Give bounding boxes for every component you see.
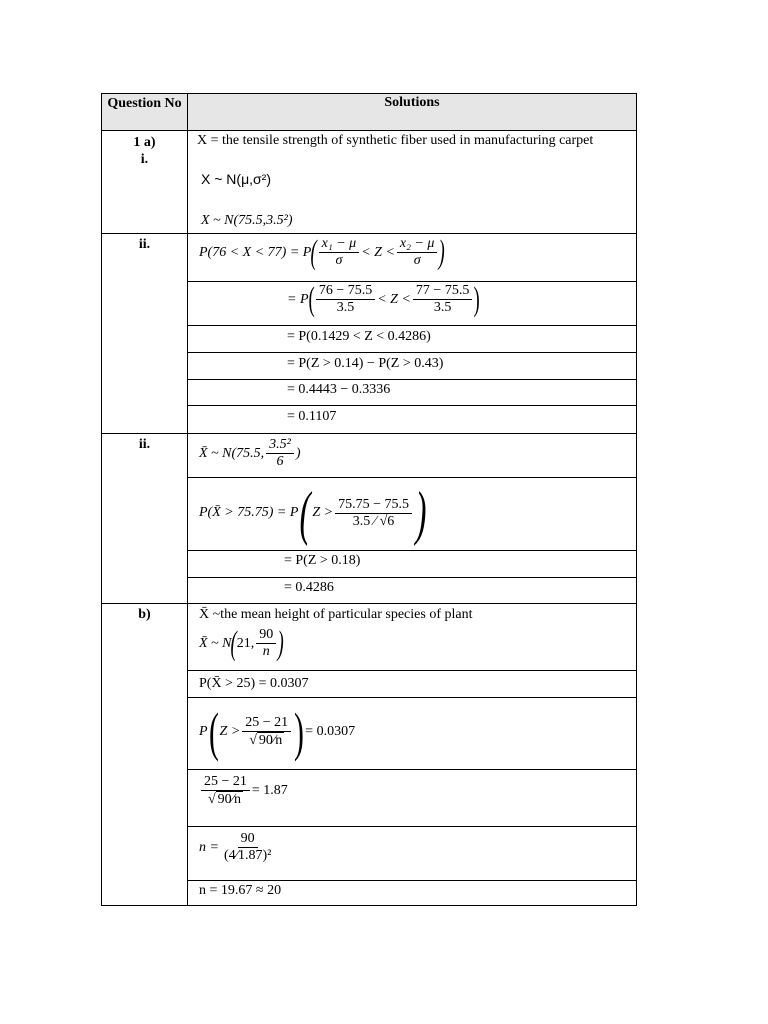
- question-label: [102, 134, 187, 168]
- question-label-1a: 1 a): [133, 135, 156, 150]
- row-divider: [187, 550, 636, 551]
- b-step-4-prefix: n =: [199, 839, 219, 855]
- b-step-2-post: = 0.0307: [305, 724, 356, 739]
- row-divider: [102, 233, 636, 234]
- b-step-3-den: 90∕n: [217, 792, 241, 807]
- b-step-2-num: 25 − 21: [242, 715, 291, 732]
- b-step-2-z: Z >: [219, 724, 241, 739]
- sampling-dist-fraction: [266, 437, 294, 470]
- fraction-2: [397, 236, 438, 269]
- close-paren: ): [415, 480, 427, 546]
- sampling-dist-post: ): [295, 445, 301, 461]
- probability-step-1: [199, 233, 446, 271]
- b-step-5: n = 19.67 ≈ 20: [199, 883, 282, 898]
- question-label-ii: ii.: [138, 237, 151, 252]
- fraction-3: [316, 283, 375, 316]
- xbar-dist-num: 90: [256, 627, 276, 644]
- xbar-dist-mean: 21,: [236, 635, 255, 651]
- sampling-step-2: = P(Z > 0.18): [284, 553, 361, 568]
- row-divider: [187, 826, 636, 827]
- row-divider: [187, 477, 636, 478]
- row-divider: [187, 379, 636, 380]
- row-divider: [187, 325, 636, 326]
- b-step-3-fraction: [201, 774, 250, 808]
- fraction-4-num: 77 − 75.5: [413, 283, 472, 300]
- fraction-1: [319, 236, 360, 269]
- row-divider: [187, 352, 636, 353]
- fraction-1-num: x₁ − μ: [319, 236, 360, 253]
- close-paren: ): [277, 624, 285, 662]
- xbar-dist-den: n: [262, 644, 270, 659]
- close-paren: ): [439, 233, 446, 271]
- open-paren: (: [231, 624, 238, 662]
- b-step-4-fraction: [221, 831, 274, 864]
- sampling-dist-prefix: X̄ ~ N(75.5,: [199, 445, 265, 461]
- b-step-2-den-wrap: √ 90∕n: [249, 733, 283, 748]
- b-step-3-den-wrap: √ 90∕n: [207, 792, 241, 807]
- row-divider: [187, 405, 636, 406]
- b-step-4: [199, 831, 276, 864]
- definition-x: X = the tensile strength of synthetic fiber used in manufacturing carpet: [197, 133, 594, 148]
- b-step-2-fraction: [242, 715, 291, 749]
- sampling-step-3: = 0.4286: [284, 580, 334, 595]
- sampling-distribution: [199, 437, 301, 470]
- open-paren: (: [299, 480, 311, 546]
- b-step-3: [199, 774, 288, 808]
- row-divider: [187, 769, 636, 770]
- b-step-1: P(X̄ > 25) = 0.0307: [199, 676, 309, 691]
- fraction-2-num: x₂ − μ: [397, 236, 438, 253]
- inequality-mid: < Z <: [361, 244, 395, 260]
- question-label-i: i.: [140, 152, 149, 167]
- solutions-table: [101, 93, 637, 906]
- distribution-specific: X ~ N(75.5,3.5²): [201, 213, 293, 228]
- step-2-mid: < Z <: [377, 291, 411, 307]
- sampling-prob-den: 3.5 ∕ √6: [352, 513, 395, 529]
- probability-step-3: = P(0.1429 < Z < 0.4286): [287, 329, 431, 344]
- sampling-dist-den: 6: [276, 454, 284, 469]
- xbar-distribution: [199, 624, 285, 662]
- definition-xbar: X̄ ~the mean height of particular species of plant: [199, 607, 473, 622]
- close-paren: ): [294, 702, 305, 762]
- row-divider: [187, 281, 636, 282]
- xbar-dist-fraction: [256, 627, 276, 660]
- fraction-2-den: σ: [413, 253, 421, 268]
- open-paren: (: [308, 280, 315, 318]
- open-paren: (: [208, 702, 219, 762]
- row-divider: [102, 433, 636, 434]
- row-divider: [187, 880, 636, 881]
- fraction-3-num: 76 − 75.5: [316, 283, 375, 300]
- sampling-prob-z: Z >: [312, 505, 334, 520]
- sampling-dist-num: 3.5²: [266, 437, 294, 454]
- b-step-3-post: = 1.87: [251, 783, 288, 798]
- row-divider: [187, 670, 636, 671]
- b-step-4-den: (4∕1.87)²: [223, 848, 272, 863]
- sampling-prob-num: 75.75 − 75.5: [335, 497, 412, 514]
- row-divider: [187, 697, 636, 698]
- question-label-b: b): [138, 607, 151, 622]
- sampling-prob-lhs: P(X̄ > 75.75) = P: [199, 505, 299, 520]
- header-solutions: Solutions: [384, 95, 440, 110]
- probability-step-4: = P(Z > 0.14) − P(Z > 0.43): [287, 356, 444, 371]
- xbar-dist-prefix: X̄ ~ N: [199, 635, 232, 651]
- column-divider: [187, 94, 188, 905]
- open-paren: (: [310, 233, 318, 271]
- probability-step-6: = 0.1107: [287, 409, 337, 424]
- sampling-prob-fraction: [335, 497, 412, 530]
- table-header: [102, 94, 636, 131]
- sampling-prob-den-b: √6: [379, 513, 395, 529]
- question-label-iii: ii.: [138, 437, 151, 452]
- distribution-general: X ~ N(μ,σ²): [201, 171, 271, 187]
- row-divider: [102, 603, 636, 604]
- fraction-4-den: 3.5: [433, 300, 452, 315]
- close-paren: ): [473, 280, 481, 318]
- probability-step-2: [287, 280, 481, 318]
- b-step-2-prefix: P: [199, 724, 208, 739]
- header-question-no: Question No: [107, 96, 182, 111]
- b-step-4-num: 90: [238, 831, 258, 848]
- probability-lhs: P(76 < X < 77) = P: [199, 244, 312, 260]
- b-step-2: [199, 702, 356, 762]
- fraction-1-den: σ: [335, 253, 343, 268]
- row-divider: [187, 577, 636, 578]
- step-2-prefix: = P: [287, 291, 309, 307]
- fraction-3-den: 3.5: [336, 300, 355, 315]
- fraction-4: [413, 283, 472, 316]
- probability-step-5: = 0.4443 − 0.3336: [287, 382, 391, 397]
- b-step-2-den: 90∕n: [258, 733, 283, 748]
- b-step-3-num: 25 − 21: [201, 774, 250, 791]
- sampling-probability: [199, 480, 428, 546]
- sampling-prob-den-a: 3.5: [352, 513, 371, 529]
